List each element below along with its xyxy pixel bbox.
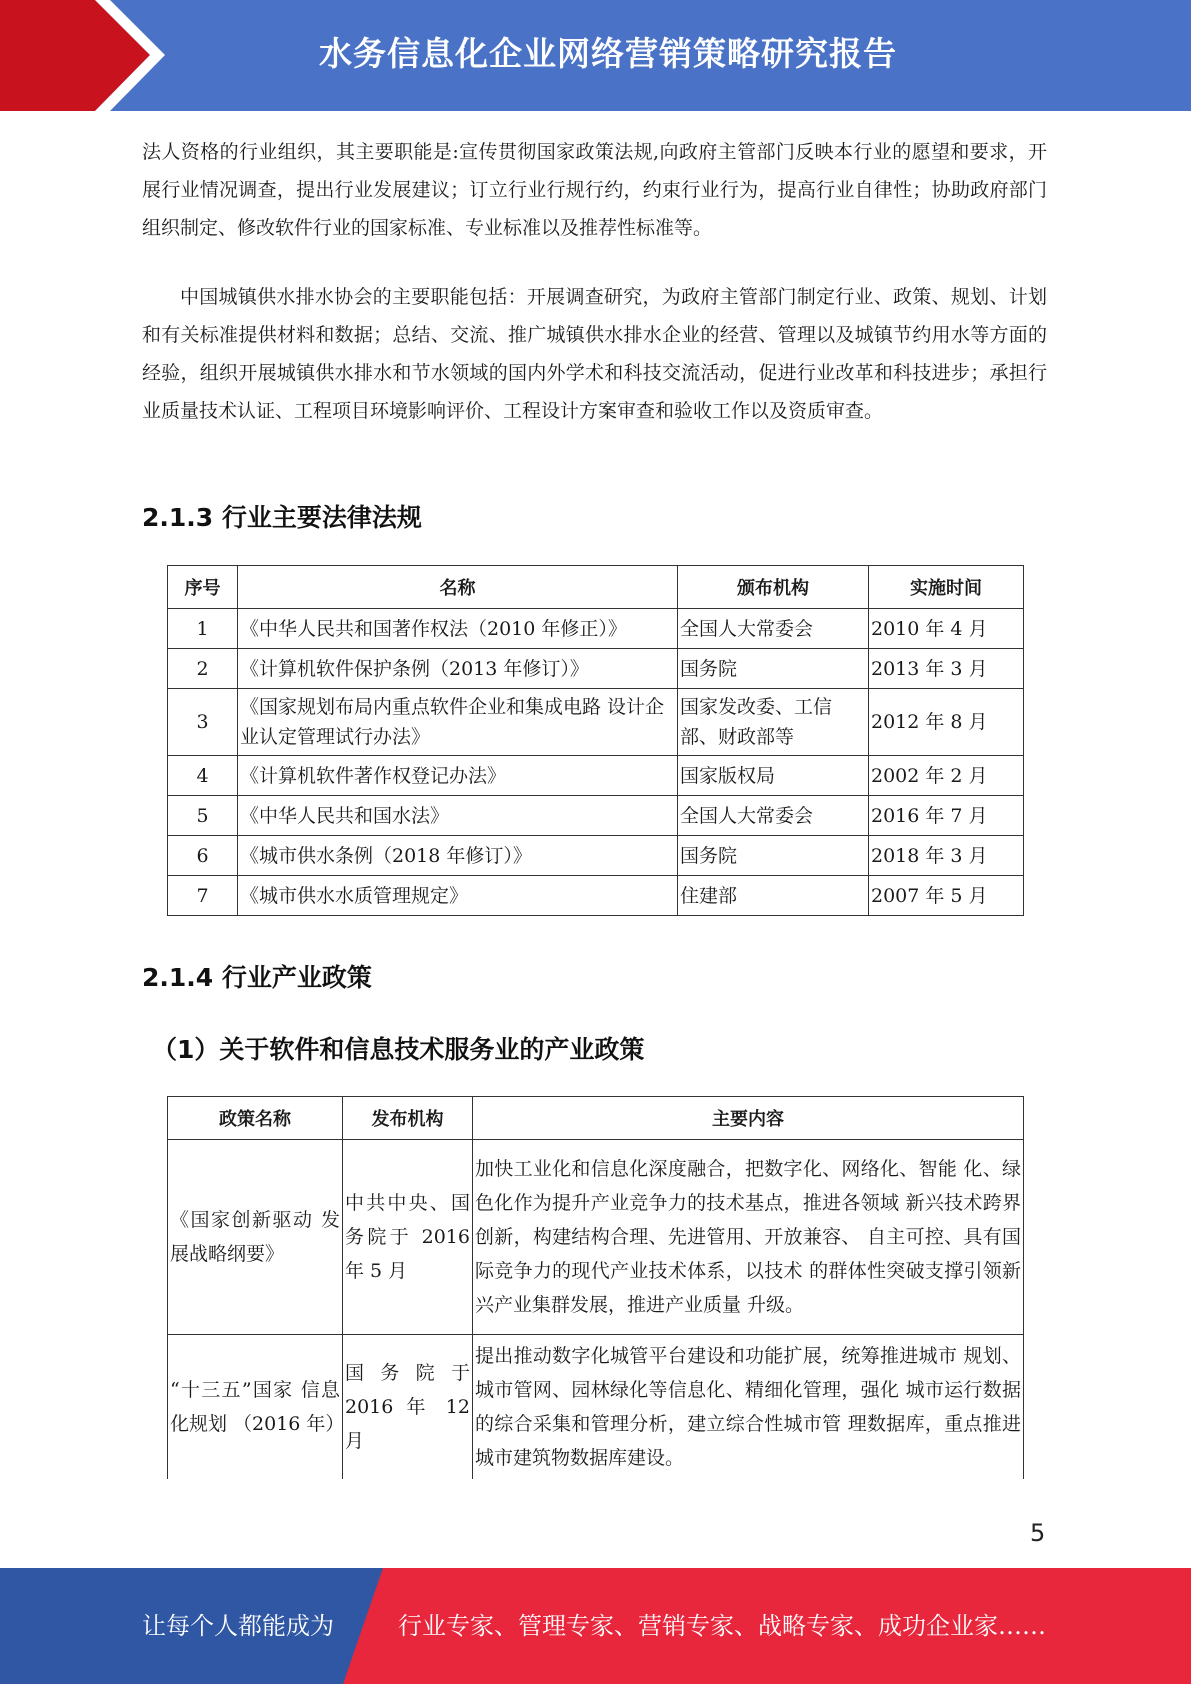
footer-slogan-left: 让每个人都能成为 [142,1612,334,1640]
cell-issuer: 国家版权局 [678,756,869,796]
cell-policy-name: “十三五”国家 信息化规划 （2016 年） [168,1335,343,1480]
cell-number: 7 [168,876,238,916]
cell-issuer: 全国人大常委会 [678,796,869,836]
cell-issuer: 国家发改委、工信部、财政部等 [678,689,869,756]
col-header-policy-name: 政策名称 [168,1097,343,1140]
cell-date: 2013 年 3 月 [869,649,1024,689]
col-header-issuer: 颁布机构 [678,566,869,609]
cell-policy-name: 《国家创新驱动 发展战略纲要》 [168,1140,343,1335]
table-row [168,876,1024,916]
cell-name: 《国家规划布局内重点软件企业和集成电路 设计企业认定管理试行办法》 [238,689,678,756]
subsection-heading-1: （1）关于软件和信息技术服务业的产业政策 [152,1035,645,1064]
page-footer [0,1568,1191,1684]
cell-name: 《计算机软件著作权登记办法》 [238,756,678,796]
cell-issuer: 国务院 [678,836,869,876]
cell-content: 加快工业化和信息化深度融合，把数字化、网络化、智能 化、绿色化作为提升产业竞争力的技术基点，推进各领域 新兴技术跨界创新，构建结构合理、先进管用、开放兼容、 自主可控、具有国际竞争力的现代产业技术体系，以技术 的群体性突破支撑引领新兴产业集群发展，推进产业质量 升级。 [473,1140,1024,1335]
report-title: 水务信息化企业网络营销策略研究报告 [319,34,897,73]
col-header-content: 主要内容 [473,1097,1024,1140]
cell-issuer: 全国人大常委会 [678,609,869,649]
footer-slogan-right: 行业专家、管理专家、营销专家、战略专家、成功企业家…… [398,1612,1046,1640]
col-header-date: 实施时间 [869,566,1024,609]
table-row [168,836,1024,876]
cell-name: 《计算机软件保护条例（2013 年修订）》 [238,649,678,689]
page-header [0,0,1191,111]
section-heading-2-1-3: 2.1.3 行业主要法律法规 [142,503,422,532]
section-heading-2-1-4: 2.1.4 行业产业政策 [142,963,372,992]
policy-table [167,1096,1024,1479]
cell-number: 1 [168,609,238,649]
cell-name: 《城市供水水质管理规定》 [238,876,678,916]
cell-name: 《城市供水条例（2018 年修订）》 [238,836,678,876]
cell-name: 《中华人民共和国著作权法（2010 年修正）》 [238,609,678,649]
table-row [168,1140,1024,1335]
cell-issuer: 住建部 [678,876,869,916]
cell-number: 5 [168,796,238,836]
cell-date: 2007 年 5 月 [869,876,1024,916]
col-header-name: 名称 [238,566,678,609]
cell-number: 4 [168,756,238,796]
table-row [168,1335,1024,1480]
cell-content: 提出推动数字化城管平台建设和功能扩展，统筹推进城市 规划、城市管网、园林绿化等信息化、精细化管理，强化 城市运行数据的综合采集和管理分析，建立综合性城市管 理数据库，重点推进城市建筑物数据库建设。 [473,1335,1024,1480]
table-row [168,649,1024,689]
table-row [168,756,1024,796]
cell-number: 6 [168,836,238,876]
table-header-row [168,1097,1024,1140]
table-row [168,796,1024,836]
col-header-publisher: 发布机构 [343,1097,473,1140]
cell-date: 2010 年 4 月 [869,609,1024,649]
cell-number: 2 [168,649,238,689]
paragraph-2: 中国城镇供水排水协会的主要职能包括：开展调查研究，为政府主管部门制定行业、政策、规划、计划和有关标准提供材料和数据；总结、交流、推广城镇供水排水企业的经营、管理以及城镇节约用水等方面的经验，组织开展城镇供水排水和节水领域的国内外学术和科技交流活动，促进行业改革和科技进步；承担行业质量技术认证、工程项目环境影响评价、工程设计方案审查和验收工作以及资质审查。 [142,286,1047,422]
cell-name: 《中华人民共和国水法》 [238,796,678,836]
cell-date: 2018 年 3 月 [869,836,1024,876]
table-row [168,689,1024,756]
table-row [168,609,1024,649]
cell-date: 2012 年 8 月 [869,689,1024,756]
cell-date: 2002 年 2 月 [869,756,1024,796]
table-header-row [168,566,1024,609]
cell-publisher: 国务院于 2016 年 12 月 [343,1335,473,1480]
cell-issuer: 国务院 [678,649,869,689]
cell-number: 3 [168,689,238,756]
cell-publisher: 中共中央、国务院于 2016 年 5 月 [343,1140,473,1335]
page-number: 5 [1030,1519,1046,1547]
laws-table [167,565,1024,916]
col-header-number: 序号 [168,566,238,609]
cell-date: 2016 年 7 月 [869,796,1024,836]
paragraph-1: 法人资格的行业组织，其主要职能是:宣传贯彻国家政策法规,向政府主管部门反映本行业的愿望和要求，开展行业情况调查，提出行业发展建议；订立行业行规行约，约束行业行为，提高行业自律性；协助政府部门组织制定、修改软件行业的国家标准、专业标准以及推荐性标准等。 [142,141,1047,239]
